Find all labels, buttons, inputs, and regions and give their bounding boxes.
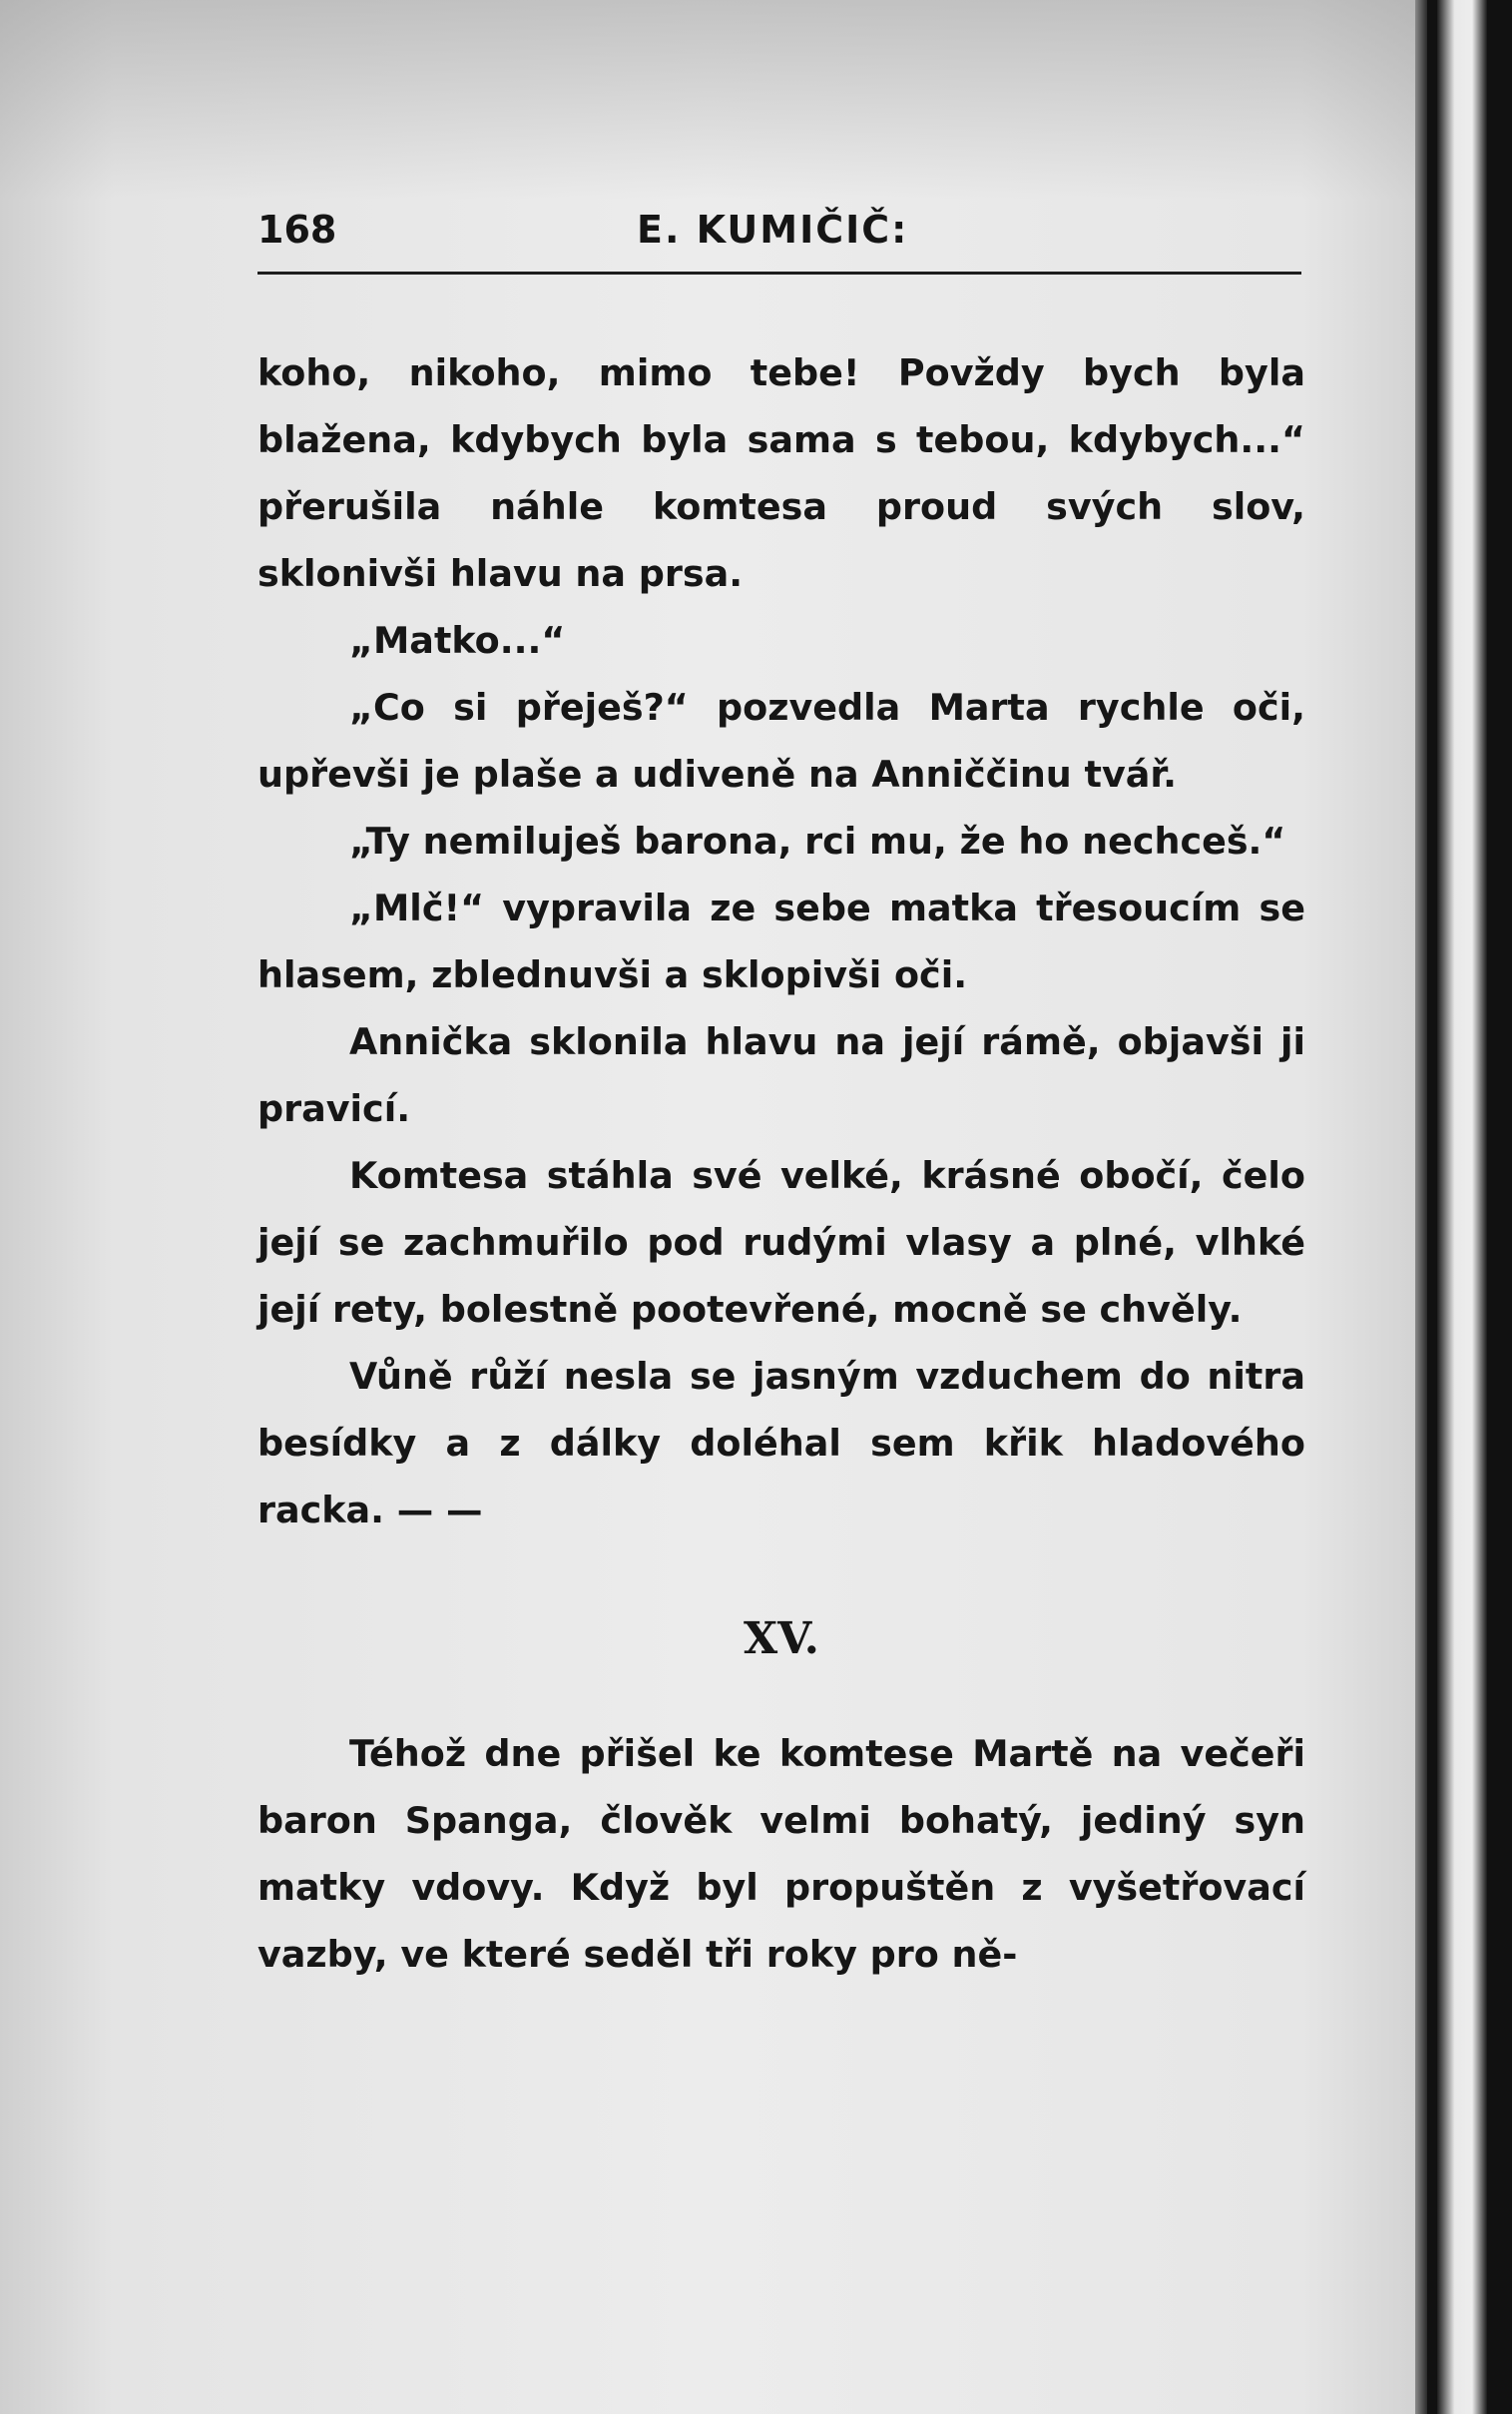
chapter-paragraph: Téhož dne přišel ke komtese Martě na večeři baron Spanga, člověk velmi bohatý, jediný syn matky vdovy. Když byl propuštěn z vyšetřovací vazby, ve které seděl tři roky pro ně- bbox=[257, 1732, 1305, 1976]
page-number: 168 bbox=[257, 208, 337, 252]
paragraph: Annička sklonila hlavu na její rámě, objavši ji pravicí. bbox=[257, 1020, 1305, 1130]
page-header bbox=[257, 208, 1301, 268]
paragraph: koho, nikoho, mimo tebe! Povždy bych byla blažena, kdybych byla sama s tebou, kdybych...“ přerušila náhle komtesa proud svých slov, sklonivši hlavu na prsa. bbox=[257, 351, 1305, 595]
next-page-edge bbox=[1437, 0, 1487, 2414]
paragraph: Vůně růží nesla se jasným vzduchem do nitra besídky a z dálky doléhal sem křik hladového racka. — — bbox=[257, 1355, 1305, 1531]
header-rule bbox=[257, 272, 1301, 275]
paragraph: „Co si přeješ?“ pozvedla Marta rychle oči, upřevši je plaše a udiveně na Anniččinu tvář. bbox=[257, 686, 1305, 796]
page-gutter bbox=[1415, 0, 1427, 2414]
paragraph: „Mlč!“ vypravila ze sebe matka třesoucím se hlasem, zblednuvši a sklopivši oči. bbox=[257, 887, 1305, 996]
paragraph: Komtesa stáhla své velké, krásné obočí, čelo její se zachmuřilo pod rudými vlasy a plné, vlhké její rety, bolestně pootevřené, mocně se chvěly. bbox=[257, 1154, 1305, 1331]
body-text bbox=[257, 339, 1305, 1988]
paragraph: „Matko...“ bbox=[349, 619, 566, 662]
running-head: E. KUMIČIČ: bbox=[637, 208, 909, 252]
paragraph: „Ty nemiluješ barona, rci mu, že ho nechceš.“ bbox=[349, 820, 1286, 863]
chapter-heading: XV. bbox=[744, 1613, 819, 1664]
